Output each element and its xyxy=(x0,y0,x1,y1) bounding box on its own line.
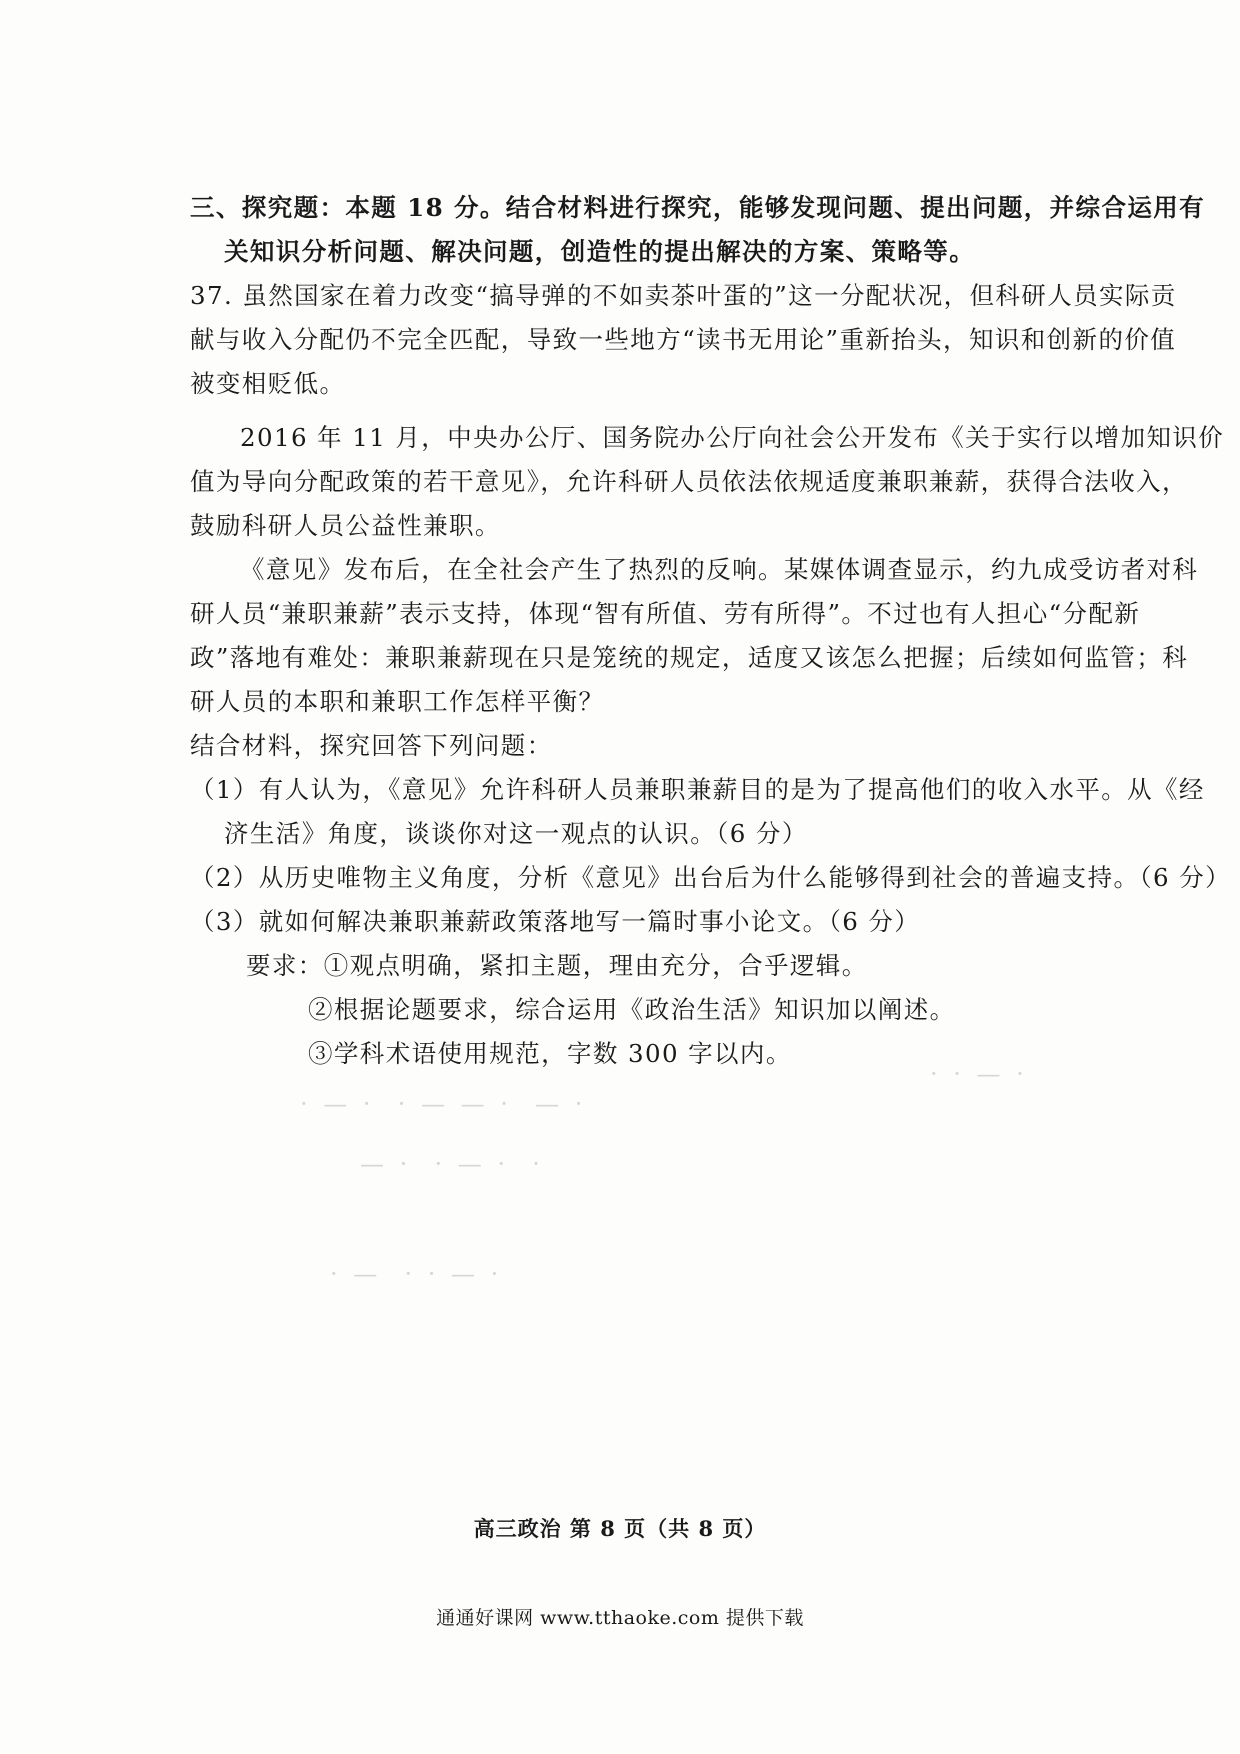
question-37-intro-cont: 被变相贬低。 xyxy=(190,369,346,398)
material-paragraph: 2016 年 11 月，中央办公厅、国务院办公厅向社会公开发布《关于实行以增加知识价 xyxy=(240,423,1225,452)
section-heading-cont: 关知识分析问题、解决问题，创造性的提出解决的方案、策略等。 xyxy=(224,237,976,266)
download-credit: 通通好课网 www.tthaoke.com 提供下载 xyxy=(436,1607,804,1629)
question-37-intro-cont: 献与收入分配仍不完全匹配，导致一些地方“读书无用论”重新抬头，知识和创新的价值 xyxy=(190,325,1177,354)
material-paragraph-cont: 研人员“兼职兼薪”表示支持，体现“智有所值、劳有所得”。不过也有人担心“分配新 xyxy=(190,599,1141,628)
material-paragraph-cont: 研人员的本职和兼职工作怎样平衡？ xyxy=(190,687,605,716)
requirement-1: 要求：①观点明确，紧扣主题，理由充分，合乎逻辑。 xyxy=(246,951,868,980)
page-footer: 高三政治 第 8 页（共 8 页） xyxy=(473,1516,767,1541)
material-paragraph-cont: 政”落地有难处：兼职兼薪现在只是笼统的规定，适度又该怎么把握；后续如何监管；科 xyxy=(190,643,1189,672)
sub-question-3: （3）就如何解决兼职兼薪政策落地写一篇时事小论文。（6 分） xyxy=(190,907,921,936)
sub-question-1-cont: 济生活》角度，谈谈你对这一观点的认识。（6 分） xyxy=(224,819,808,848)
material-paragraph: 《意见》发布后，在全社会产生了热烈的反响。某媒体调查显示，约九成受访者对科 xyxy=(240,555,1199,584)
exam-content xyxy=(190,186,1232,1076)
bleed-through-noise: · — · · — · xyxy=(330,1260,503,1288)
material-paragraph-cont: 值为导向分配政策的若干意见》，允许科研人员依法依规适度兼职兼薪，获得合法收入， xyxy=(190,467,1188,496)
bleed-through-noise: · · — · xyxy=(930,1060,1028,1088)
material-paragraph-cont: 鼓励科研人员公益性兼职。 xyxy=(190,511,501,540)
question-37-intro: 37. 虽然国家在着力改变“搞导弹的不如卖茶叶蛋的”这一分配状况，但科研人员实际贡 xyxy=(190,281,1177,310)
bleed-through-noise: · — · · — — · — · xyxy=(300,1090,587,1118)
section-heading: 三、探究题：本题 18 分。结合材料进行探究，能够发现问题、提出问题，并综合运用有 xyxy=(190,193,1206,222)
sub-question-2: （2）从历史唯物主义角度，分析《意见》出台后为什么能够得到社会的普遍支持。（6 分） xyxy=(190,863,1232,892)
requirement-3: ③学科术语使用规范，字数 300 字以内。 xyxy=(308,1039,792,1068)
sub-question-1: （1）有人认为，《意见》允许科研人员兼职兼薪目的是为了提高他们的收入水平。从《经 xyxy=(190,775,1205,804)
question-prompt: 结合材料，探究回答下列问题： xyxy=(190,731,553,760)
requirement-2: ②根据论题要求，综合运用《政治生活》知识加以阐述。 xyxy=(308,995,956,1024)
bleed-through-noise: — · · — · · xyxy=(360,1150,544,1178)
